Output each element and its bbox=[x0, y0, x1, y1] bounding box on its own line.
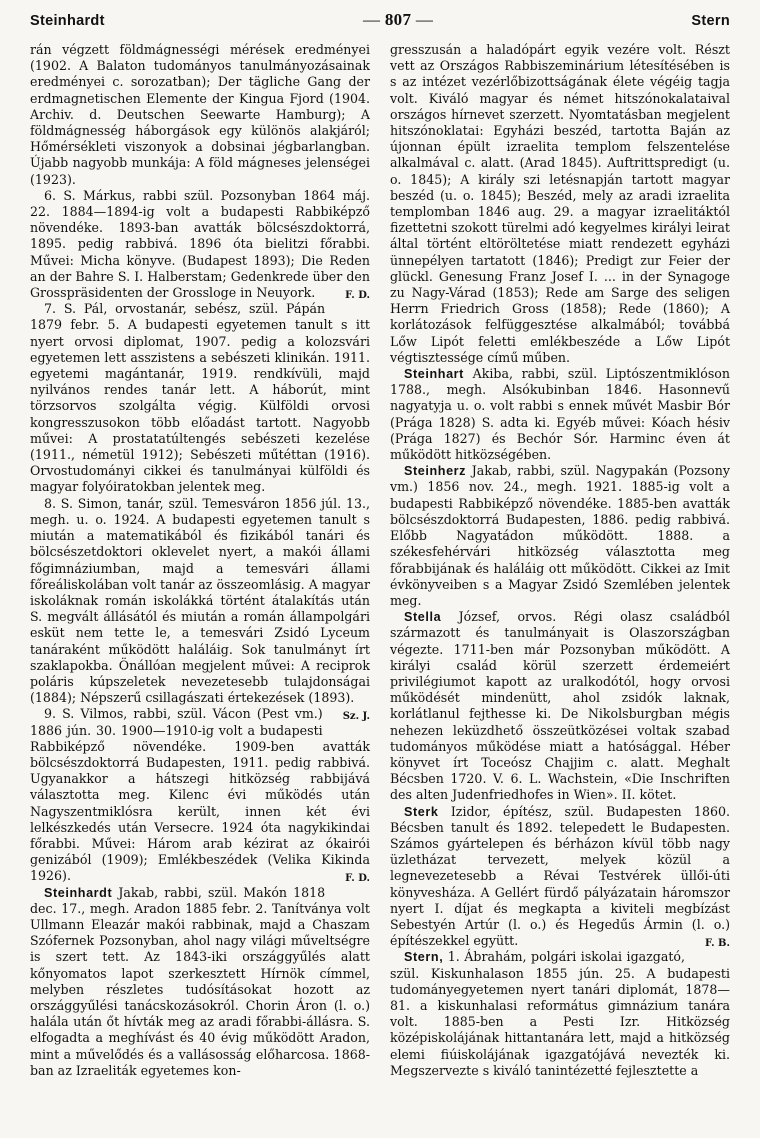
entry-paragraph bbox=[30, 301, 370, 495]
entry-paragraph bbox=[30, 188, 370, 301]
entry-text: Akiba, rabbi, szül. Liptószentmiklóson 1788., megh. Alsókubinban 1846. Hasonnevű nagyatyja u. o. volt rabbi s ennek művét Masbir Bór (Prága 1828) S. adta ki. Egyéb művei: Kóach hésiv (Prága 1827) és Bechór Sór. Harminc éven át működött hitközségében. bbox=[390, 366, 730, 463]
entry-headword: Steinherz bbox=[404, 464, 467, 479]
two-column-body bbox=[30, 42, 730, 1079]
entry-paragraph bbox=[390, 42, 730, 366]
entry-headword: Stella bbox=[404, 610, 442, 625]
header-right-word: Stern bbox=[691, 13, 730, 29]
left-column bbox=[30, 42, 376, 1079]
entry-headword: Sterk bbox=[404, 804, 439, 819]
entry-paragraph bbox=[390, 366, 730, 463]
entry-paragraph bbox=[30, 42, 370, 188]
entry-headword: Steinhart bbox=[404, 367, 464, 382]
right-column bbox=[386, 42, 730, 1079]
entry-text: rán végzett földmágnességi mérések eredményei (1902. A Balaton tudományos tanulmányozásainak eredményei c. sorozatban); Der tägliche Gang der erdmagnetischen Elemente der Kingua Fjord (1904. Archiv. d. Deutschen Seewarte Hamburg); A földmágnesség háborgások egy különös alakjáról; Hőmérsékleti viszonyok a dobsinai jégbarlangban. Újabb nagyobb munkája: A föld mágneses jelenségei (1923). bbox=[30, 42, 370, 187]
author-signature: Sz. J. bbox=[342, 711, 370, 723]
running-header bbox=[30, 10, 730, 34]
page-number: — 807 — bbox=[363, 10, 433, 30]
entry-headword: Steinhardt bbox=[44, 885, 113, 900]
entry-text: Jakab, rabbi, szül. Makón 1818 dec. 17., megh. Aradon 1885 febr. 2. Tanítványa volt Ullmann Eleazár makói rabbinak, majd a Chaszam Szófernek Pozsonyban, ahol nagy világi műveltségre is szert tett. Az 1843-iki országgyűlés alatt kőnyomatos lapot szerkesztett Hírnök címmel, melyben részletes tudósításokat hozott az országgyűlési tanácskozásokról. Chorin Áron (l. o.) halála után őt hívták meg az aradi főrabbi-állásra. S. elfogadta a meghívást és 40 évig működött Aradon, mint a művelődés és a vallásosság előharcosa. 1868-ban az Izraeliták egyetemes kon- bbox=[30, 884, 370, 1078]
author-signature: F. D. bbox=[345, 873, 370, 885]
entry-paragraph bbox=[390, 463, 730, 609]
entry-text: József, orvos. Régi olasz családból származott és tanulmányait is Olaszországban végezte. 1711-ben már Pozsonyban működött. A királyi család körül szerzett érdemeiért privilégiumot kapott az uralkodótól, hogy orvosi működését mindenütt, ahol zsidók laknak, korlátlanul fejthesse ki. De Nikolsburgban mégis nehezen leküzdhető összeütközései voltak szabad tudományos működése miatt a hatósággal. Héber könyvet írt Toceósz Chajjim c. alatt. Meghalt Bécsben 1720. V. 6. L. Wachstein, «Die Inschriften des alten Judenfriedhofes in Wien». II. kötet. bbox=[390, 609, 730, 803]
entry-text: gresszusán a haladópárt egyik vezére volt. Részt vett az Országos Rabbiszeminárium létesítésében is s az intézet vezérlőbizottságának élete végéig tagja volt. Kiváló magyar és német hitszónokalataival országos hírnevet szerzett. Nyomtatásban megjelent hitszónoklatai: Egyházi beszéd, tartotta Baján az újonnan épült izraelita templom felszentelése alkalmával c. alatt. (Arad 1845). Auftrittspredigt (u. o. 1845); A király szi letésnapján tartott magyar beszéd (u. o. 1845); Beszéd, mely az aradi izraelita templomban 1846 aug. 29. a magyar izraelitáktól fizettetni szokott türelmi adó kegyelmes királyi leirat által történt eltöröltetése miatt rendezett egyházi ünnepélyen tartatott (1846); Predigt zur Feier der glückl. Genesung Franz Josef I. ... in der Synagoge zu Nagy-Várad (1853); Rede am Sarge des seligen Herrn Friedrich Gross (1858); Rede (1860); A korlátozások felfüggesztése alkalmából; továbbá Lőw Lipót feletti emlékbeszéde a Lőw Lipót végtisztessége című műben. bbox=[390, 42, 730, 365]
entry-text: 6. S. Márkus, rabbi szül. Pozsonyban 1864 máj. 22. 1884—1894-ig volt a budapesti Rabbiképző növendéke. 1893-ban avatták bölcsészdoktorrá, 1895. pedig rabbivá. 1896 óta bielitzi főrabbi. Művei: Micha könyve. (Budapest 1893); Die Reden an der Bahre S. I. Halberstam; Gedenkrede über den Grosspräsidenten der Grossloge in Neuyork. bbox=[30, 187, 370, 301]
entry-text: 1. Ábrahám, polgári iskolai igazgató, szül. Kiskunhalason 1855 jún. 25. A budapesti tudományegyetemen nyert tanári diplomát, 1878—81. a kiskunhalasi református gimnázium tanára volt. 1885-ben a Pesti Izr. Hitközség középiskolájának hittantanára lett, majd a hitközség elemi fiúiskolájának igazgatójává nevezték ki. Megszervezte s kiváló tanintézetté fejlesztette a bbox=[390, 949, 730, 1078]
entry-paragraph bbox=[390, 609, 730, 803]
entry-paragraph bbox=[30, 495, 370, 723]
entry-text: 9. S. Vilmos, rabbi, szül. Vácon (Pest vm.) 1886 jún. 30. 1900—1910-ig volt a budapesti Rabbiképző növendéke. 1909-ben avatták bölcsészdoktorrá Budapesten, 1911. pedig rabbivá. Ugyanakkor a hátszegi hitközség rabbijává választotta meg. Kilenc évi működés után Nagyszentmiklósra került, innen két évi lelkészkedés után Versecre. 1924 óta nagykikindai főrabbi. Művei: Három arab kézirat az ókairói genizából (1909); Emlékbeszédek (Velika Kikinda 1926). bbox=[30, 706, 370, 884]
entry-text: Izidor, építész, szül. Budapesten 1860. Bécsben tanult és 1892. telepedett le Budapesten. Számos gyártelepen és bérházon kívül több nagy üzletházat tervezett, melyek közül a legnevezetesebb a Révai Testvérek üllői-úti könyvesháza. A Gellért fürdő pályázatain háromszor nyert I. díjat és megkapta a kiviteli megbízást Sebestyén Artúr (l. o.) és Hegedűs Ármin (l. o.) építészekkel együtt. bbox=[390, 803, 730, 949]
entry-text: Jakab, rabbi, szül. Nagypakán (Pozsony vm.) 1856 nov. 24., megh. 1921. 1885-ig volt a budapesti Rabbiképző növendéke. 1885-ben avatták bölcsészdoktorrá Budapesten, 1886. pedig rabbivá. Előbb Nagyatádon működött. 1888. a székesfehérvári hitközség választotta meg főrabbijának és haláláig ott működött. Cikkei az Imit évkönyveiben s a Magyar Zsidó Szemlében jelentek meg. bbox=[390, 463, 730, 608]
entry-text: 8. S. Simon, tanár, szül. Temesváron 1856 júl. 13., megh. u. o. 1924. A budapesti egyetemen tanult s miután a matematikából és fizikából tanári és bölcsészetdoktori oklevelet nyert, a makói állami főgimnáziumban, majd a temesvári állami főreáliskolában volt tanár az összeomlásig. A magyar iskoláknak román iskolákká történt átalakítás után S. megvált állásától és miután a román állampolgári esküt nem tette le, a temesvári Zsidó Lyceum tanáraként működött haláláig. Sok tanulmányt írt szaklapokba. Önállóan megjelent művei: A reciprok poláris kúpszeletek nevezetesebb tulajdonságai (1884); Népszerű csillagászati értekezések (1893). bbox=[30, 495, 370, 706]
entry-paragraph bbox=[390, 949, 730, 1079]
entry-headword: Stern, bbox=[404, 950, 444, 965]
entry-text: 7. S. Pál, orvostanár, sebész, szül. Pápán 1879 febr. 5. A budapesti egyetemen tanult s itt nyert orvosi diplomat, 1907. pedig a kolozsvári egyetemen lett asszistens a sebészeti klinikán. 1911. egyetemi magántanár, 1919. rendkívüli, majd nyilvános rendes tanár lett. A háborút, mint törzsorvos szolgálta végig. Külföldi orvosi kongresszusokon több előadást tartott. Nagyobb művei: A prostatatúltengés sebészeti kezelése (1911., németül 1912); Sebészeti műtéttan (1916). Orvostudományi cikkei és tanulmányai külföldi és magyar folyóiratokban jelentek meg. bbox=[30, 301, 370, 495]
entry-paragraph bbox=[30, 885, 370, 1079]
author-signature: F. B. bbox=[705, 938, 730, 950]
entry-paragraph bbox=[30, 706, 370, 884]
author-signature: F. D. bbox=[345, 290, 370, 302]
entry-paragraph bbox=[390, 804, 730, 950]
header-left-word: Steinhardt bbox=[30, 13, 105, 29]
